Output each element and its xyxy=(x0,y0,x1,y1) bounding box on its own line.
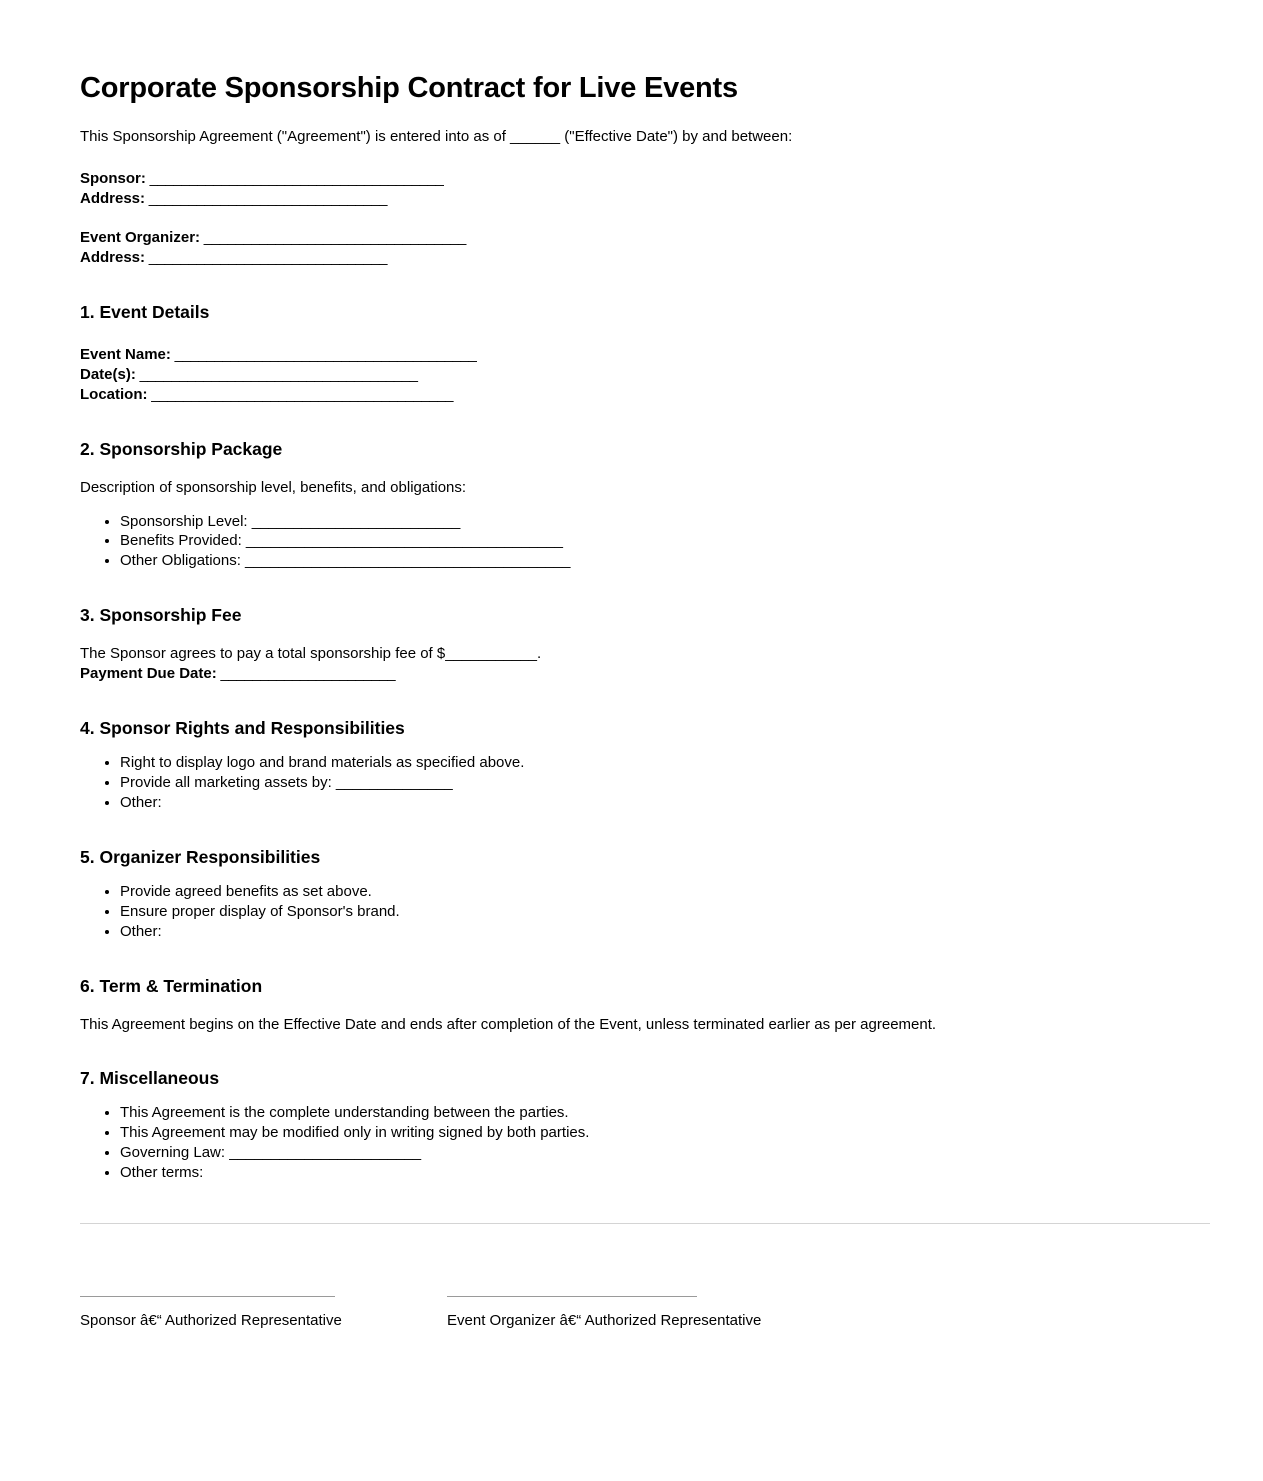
list-item: • Provide agreed benefits as set above. xyxy=(120,882,1210,902)
organizer-signature-caption: Event Organizer â€“ Authorized Representative xyxy=(447,1312,762,1330)
page-title: Corporate Sponsorship Contract for Live Events xyxy=(80,72,738,104)
section-heading-organizer-responsibilities: 5. Organizer Responsibilities xyxy=(80,846,321,867)
intro-paragraph: This Sponsorship Agreement ("Agreement") is entered into as of ______ ("Effective Date") by and between: xyxy=(80,128,793,146)
party-spacer xyxy=(80,209,1210,228)
list-item[interactable]: • Other Obligations: _______________________________________ xyxy=(120,551,1210,571)
sponsor-signature-block xyxy=(80,1296,447,1331)
event-location-label: Location: xyxy=(80,385,148,403)
organizer-address-label: Address: xyxy=(80,248,146,266)
miscellaneous-list xyxy=(80,1103,1210,1183)
organizer-address-field-row xyxy=(80,248,1210,268)
sponsor-field-row xyxy=(80,169,1210,189)
event-location-field-row xyxy=(80,385,1210,405)
sponsor-rights-list xyxy=(80,753,1210,813)
parties-block xyxy=(80,169,1210,268)
section-heading-sponsorship-fee: 3. Sponsorship Fee xyxy=(80,605,242,626)
section-heading-miscellaneous: 7. Miscellaneous xyxy=(80,1068,220,1089)
section-heading-event-details: 1. Event Details xyxy=(80,301,210,322)
section-heading-sponsorship-package: 2. Sponsorship Package xyxy=(80,438,283,459)
section-divider xyxy=(80,1223,1210,1224)
organizer-responsibilities-list xyxy=(80,882,1210,942)
sponsor-signature-caption: Sponsor â€“ Authorized Representative xyxy=(80,1312,342,1330)
organizer-label: Event Organizer: xyxy=(80,229,201,247)
sponsor-address-field-row xyxy=(80,189,1210,209)
list-item: • This Agreement may be modified only in writing signed by both parties. xyxy=(120,1123,1210,1143)
list-item[interactable]: • Other: xyxy=(120,922,1210,942)
list-item[interactable]: • Governing Law: _______________________ xyxy=(120,1143,1210,1163)
event-dates-label: Date(s): xyxy=(80,365,136,383)
event-dates-blank[interactable]: ___________________________________ xyxy=(135,365,418,383)
list-item[interactable]: • Other terms: xyxy=(120,1163,1210,1183)
sponsor-signature-line[interactable] xyxy=(80,1296,335,1297)
section-heading-sponsor-rights: 4. Sponsor Rights and Responsibilities xyxy=(80,718,405,739)
sponsor-address-blank[interactable]: ______________________________ xyxy=(145,190,388,208)
sponsorship-fee-sentence[interactable]: The Sponsor agrees to pay a total sponsorship fee of $___________. xyxy=(80,645,542,663)
organizer-signature-line[interactable] xyxy=(447,1296,697,1297)
event-name-field-row xyxy=(80,345,1210,365)
event-location-blank[interactable]: ______________________________________ xyxy=(147,385,454,403)
organizer-address-blank[interactable]: ______________________________ xyxy=(145,248,388,266)
event-name-label: Event Name: xyxy=(80,345,171,363)
event-name-blank[interactable]: ______________________________________ xyxy=(170,345,477,363)
list-item[interactable]: • Other: xyxy=(120,793,1210,813)
list-item[interactable]: • Sponsorship Level: _________________________ xyxy=(120,512,1210,532)
sponsorship-package-list xyxy=(80,512,1210,572)
event-details-fields xyxy=(80,345,1210,405)
sponsor-address-label: Address: xyxy=(80,190,146,208)
list-item[interactable]: • Provide all marketing assets by: ______________ xyxy=(120,773,1210,793)
sponsorship-package-description: Description of sponsorship level, benefits, and obligations: xyxy=(80,478,467,496)
section-heading-term-termination: 6. Term & Termination xyxy=(80,975,263,996)
payment-due-blank[interactable]: ______________________ xyxy=(216,665,396,683)
term-termination-body: This Agreement begins on the Effective Date and ends after completion of the Event, unless terminated earlier as per agreement. xyxy=(80,1015,937,1033)
payment-due-row-inner xyxy=(80,664,1210,684)
list-item[interactable]: • Benefits Provided: ______________________________________ xyxy=(120,531,1210,551)
page-bottom-spacer xyxy=(80,1331,1210,1481)
event-dates-field-row xyxy=(80,365,1210,385)
list-item: • Right to display logo and brand materials as specified above. xyxy=(120,753,1210,773)
signature-area xyxy=(80,1296,1210,1331)
organizer-field-row xyxy=(80,228,1210,248)
list-item: • Ensure proper display of Sponsor's brand. xyxy=(120,902,1210,922)
payment-due-field-row xyxy=(80,664,1210,684)
sponsor-blank[interactable]: _____________________________________ xyxy=(145,170,444,188)
organizer-signature-block xyxy=(447,1296,814,1331)
list-item: • This Agreement is the complete understanding between the parties. xyxy=(120,1103,1210,1123)
sponsor-label: Sponsor: xyxy=(80,170,146,188)
organizer-blank[interactable]: _________________________________ xyxy=(200,229,466,247)
payment-due-label: Payment Due Date: xyxy=(80,665,217,683)
